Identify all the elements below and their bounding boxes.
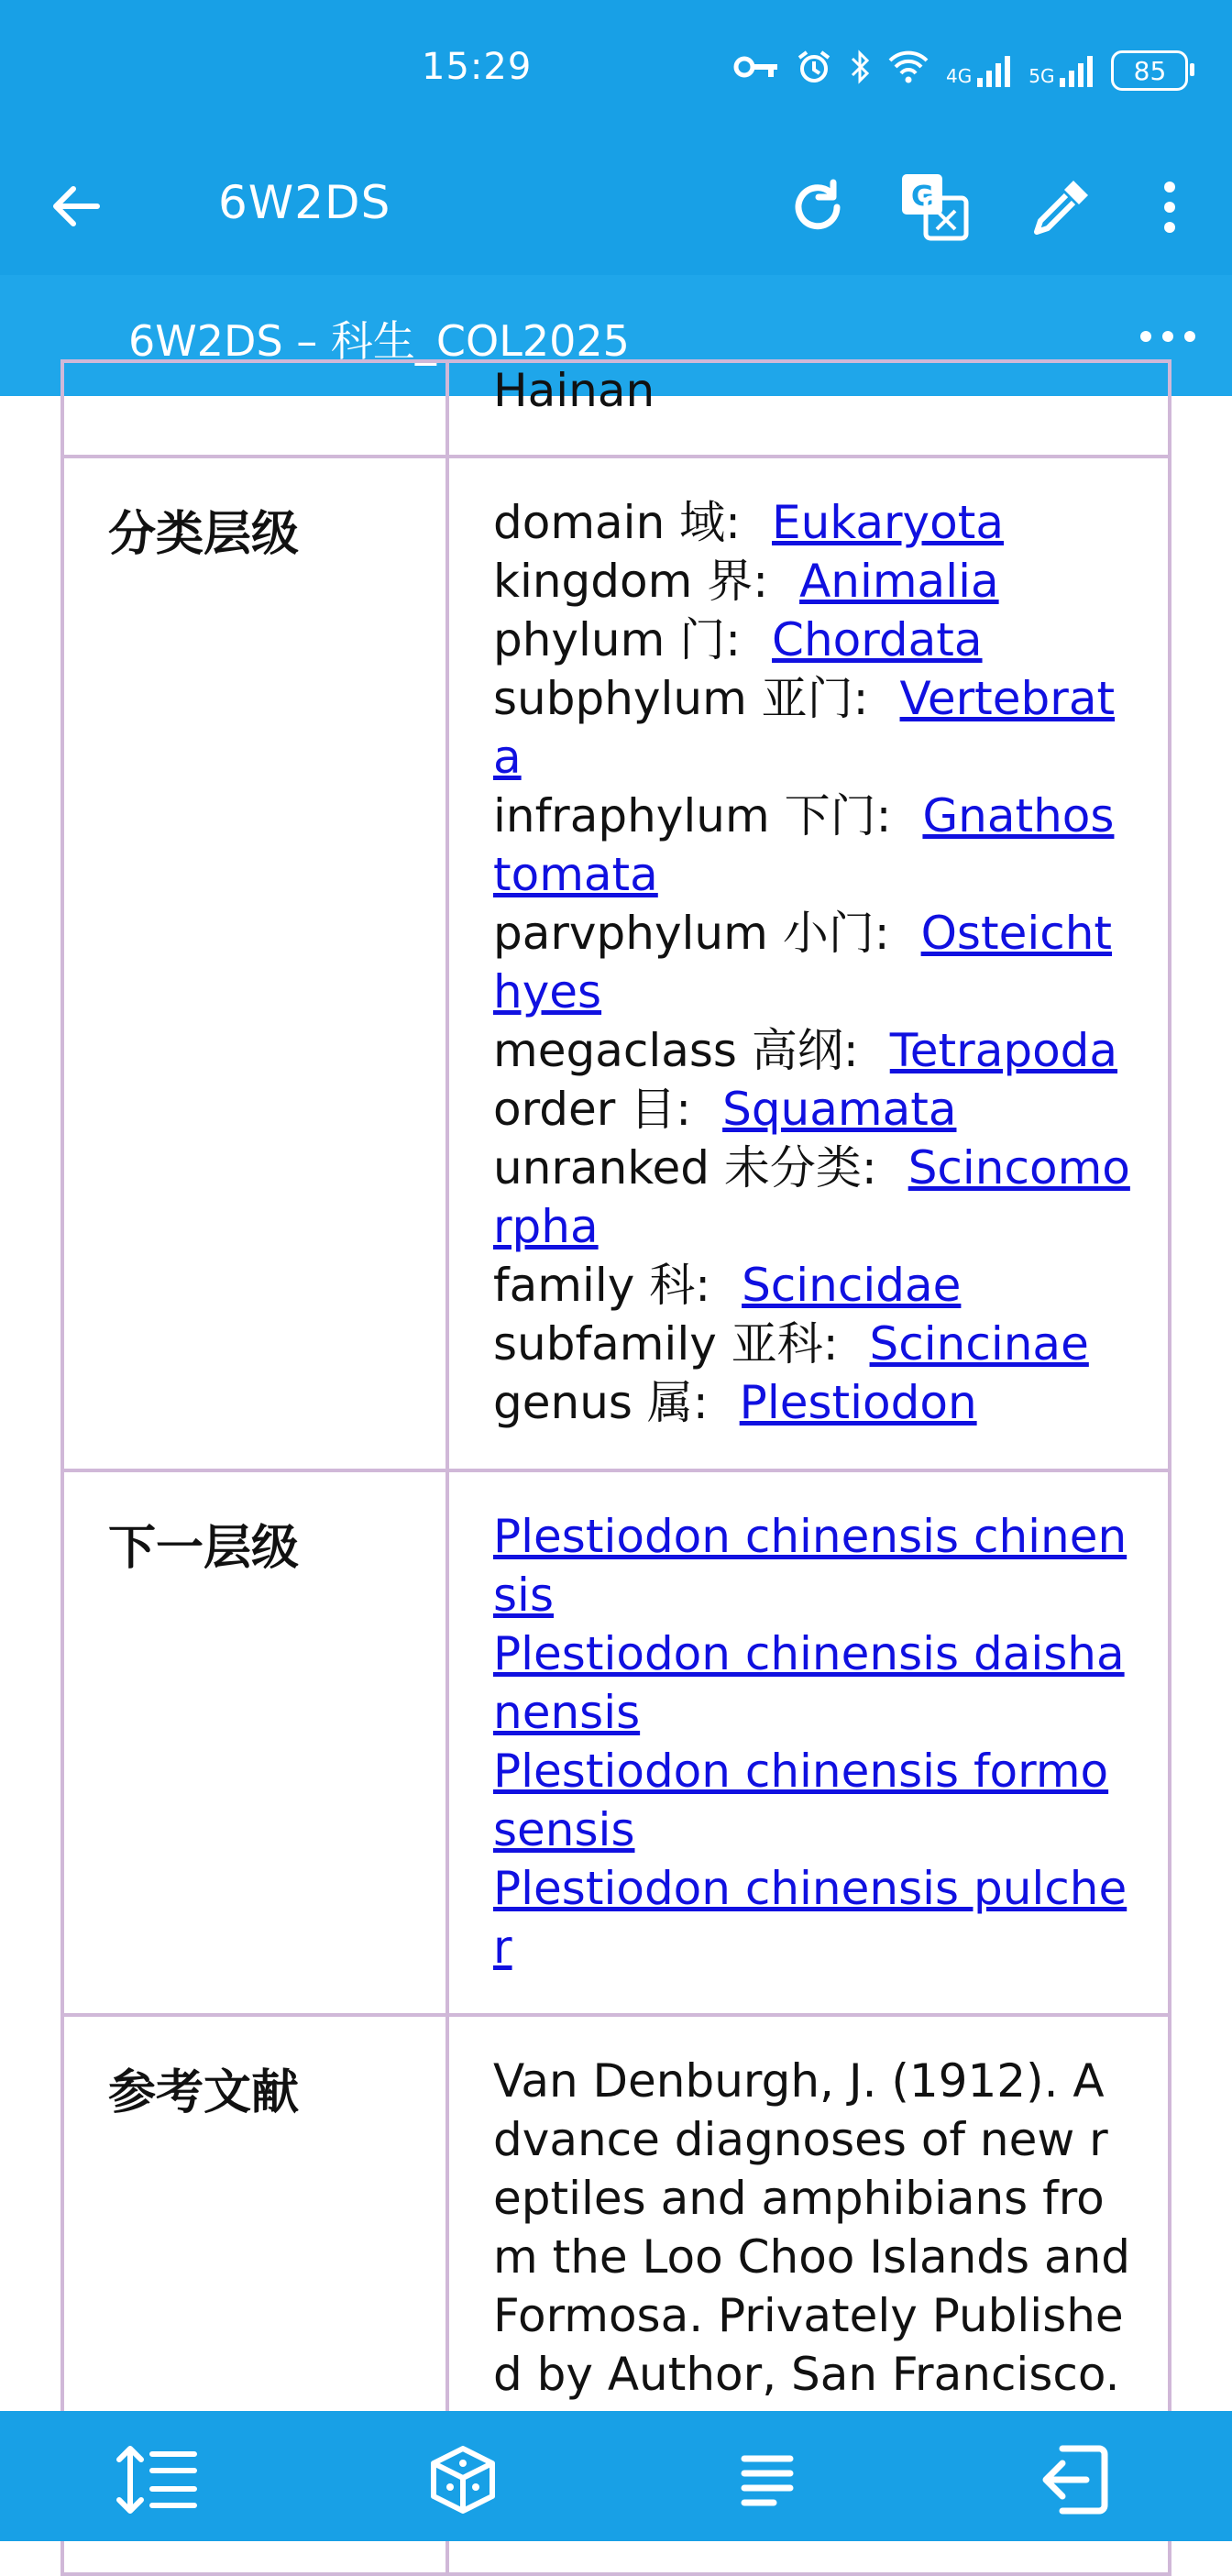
references-text: Van Denburgh, J. (1912). Advance diagnoses of new reptiles and amphibians from the Loo Choo Islands and Formosa. Privately Published by Author, San Francisco. — [447, 2015, 1170, 2574]
taxonomy-item — [493, 669, 1131, 787]
taxonomy-link[interactable]: Vertebrata — [493, 672, 1116, 784]
taxonomy-rank: subphylum 亚门: — [493, 672, 869, 725]
child-taxon-link[interactable]: Plestiodon chinensis formosensis — [493, 1745, 1109, 1856]
taxonomy-item — [493, 1080, 1131, 1139]
info-table — [60, 359, 1172, 2576]
taxonomy-rank: family 科: — [493, 1259, 711, 1312]
top-bar — [0, 0, 1232, 275]
back-arrow-icon[interactable] — [44, 174, 108, 238]
line-spacing-icon[interactable] — [116, 2438, 198, 2521]
taxonomy-link[interactable]: Osteichthyes — [493, 907, 1113, 1018]
cube-icon[interactable] — [422, 2438, 504, 2521]
taxonomy-item — [493, 904, 1131, 1021]
key-icon — [733, 52, 779, 89]
signal-4g-icon — [946, 54, 1012, 87]
taxonomy-link[interactable]: Tetrapoda — [889, 1024, 1118, 1077]
taxonomy-list — [447, 457, 1170, 1470]
bottom-bar — [0, 2411, 1232, 2541]
taxonomy-link[interactable]: Scincidae — [742, 1259, 962, 1312]
child-taxon-link[interactable]: Plestiodon chinensis chinensis — [493, 1510, 1128, 1622]
references-label: 参考文献 — [62, 2015, 447, 2574]
taxonomy-item — [493, 787, 1131, 904]
taxonomy-rank: subfamily 亚科: — [493, 1317, 839, 1371]
signal-5g-icon — [1028, 54, 1094, 87]
sub-header-title: 6W2DS – 科生_COL2025 — [128, 316, 630, 366]
taxonomy-label: 分类层级 — [62, 457, 447, 1470]
table-row-children — [62, 1470, 1170, 2015]
taxonomy-rank: infraphylum 下门: — [493, 789, 892, 842]
battery-icon — [1111, 50, 1188, 91]
table-row — [62, 361, 1170, 457]
taxonomy-rank: order 目: — [493, 1083, 692, 1136]
taxonomy-rank: domain 域: — [493, 496, 741, 549]
children-list — [447, 1470, 1170, 2015]
svg-text:G: G — [911, 181, 934, 213]
taxonomy-link[interactable]: Chordata — [772, 613, 983, 666]
exit-icon[interactable] — [1032, 2438, 1115, 2521]
taxonomy-rank: phylum 门: — [493, 613, 742, 666]
child-taxon-link[interactable]: Plestiodon chinensis pulcher — [493, 1862, 1128, 1974]
taxonomy-link[interactable]: Animalia — [799, 555, 999, 608]
location-text: Hainan — [493, 364, 655, 417]
status-time: 15:29 — [422, 46, 533, 88]
taxonomy-link[interactable]: Gnathostomata — [493, 789, 1115, 901]
refresh-icon[interactable] — [781, 171, 854, 244]
network-1-label: 4G — [946, 65, 973, 87]
taxonomy-item — [493, 552, 1131, 611]
status-bar — [0, 0, 1232, 138]
taxonomy-link[interactable]: Scincinae — [869, 1317, 1089, 1371]
table-row-taxonomy — [62, 457, 1170, 1470]
taxonomy-link[interactable]: Squamata — [722, 1083, 957, 1136]
taxonomy-link[interactable]: Scincomorpha — [493, 1141, 1130, 1253]
eyedropper-icon[interactable] — [1025, 171, 1098, 244]
taxonomy-item — [493, 493, 1131, 552]
children-label: 下一层级 — [62, 1470, 447, 2015]
translate-icon[interactable] — [898, 171, 972, 244]
network-2-label: 5G — [1028, 65, 1055, 87]
taxonomy-rank: megaclass 高纲: — [493, 1024, 859, 1077]
taxonomy-rank: genus 属: — [493, 1376, 709, 1429]
taxonomy-rank: parvphylum 小门: — [493, 907, 890, 960]
taxonomy-item — [493, 1021, 1131, 1080]
app-title: 6W2DS — [218, 176, 391, 229]
taxonomy-link[interactable]: Plestiodon — [739, 1376, 977, 1429]
bluetooth-icon — [849, 49, 871, 94]
alarm-icon — [796, 49, 832, 94]
taxonomy-item — [493, 1373, 1131, 1432]
taxonomy-item — [493, 611, 1131, 669]
more-horizontal-icon[interactable] — [1140, 314, 1195, 359]
taxonomy-rank: kingdom 界: — [493, 555, 769, 608]
taxonomy-item — [493, 1315, 1131, 1373]
taxonomy-item — [493, 1139, 1131, 1256]
more-vertical-icon[interactable] — [1133, 171, 1206, 244]
row-value-location — [447, 361, 1170, 457]
status-icons — [733, 48, 1188, 94]
taxonomy-rank: unranked 未分类: — [493, 1141, 877, 1194]
app-bar — [0, 138, 1232, 275]
content-area[interactable] — [0, 364, 1232, 2411]
text-align-icon[interactable] — [726, 2438, 808, 2521]
taxonomy-item — [493, 1256, 1131, 1315]
wifi-icon — [887, 50, 930, 93]
battery-level: 85 — [1133, 55, 1167, 86]
child-taxon-link[interactable]: Plestiodon chinensis daishanensis — [493, 1627, 1125, 1739]
row-label-empty — [62, 361, 447, 457]
taxonomy-link[interactable]: Eukaryota — [772, 496, 1004, 549]
